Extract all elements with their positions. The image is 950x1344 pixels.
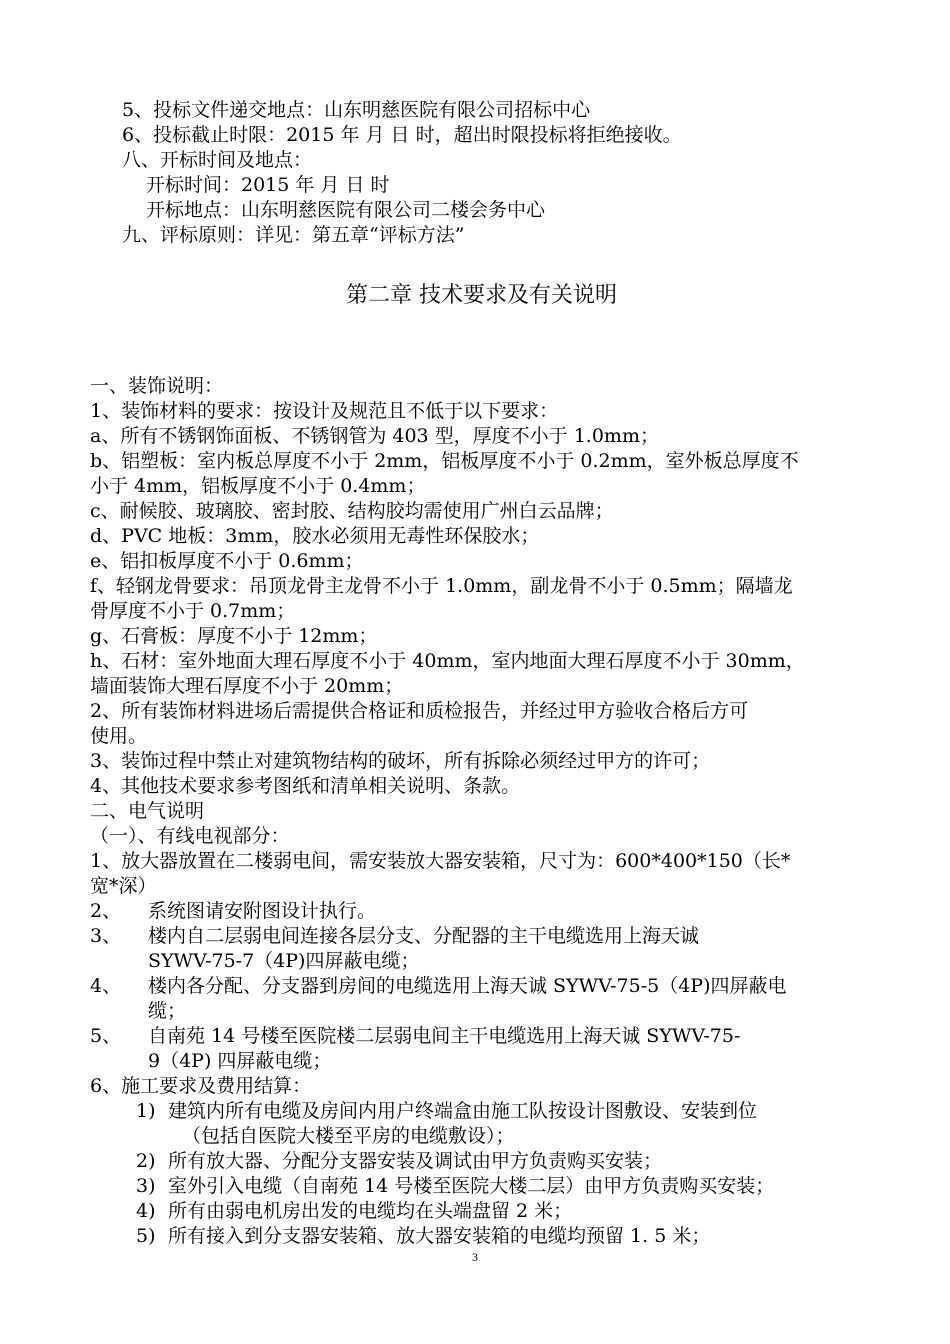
sub-number: 2) <box>136 1150 156 1172</box>
text-line: 小于 4mm，铝板厚度不小于 0.4mm； <box>90 475 426 497</box>
sub-number: 3) <box>136 1175 156 1197</box>
text-line: 5、投标文件递交地点：山东明慈医院有限公司招标中心 <box>122 99 591 121</box>
page-number: 3 <box>472 1250 478 1264</box>
text-line: e、铝扣板厚度不小于 0.6mm； <box>90 550 364 572</box>
list-item-text: SYWV-75-7（4P)四屏蔽电缆； <box>148 950 420 972</box>
sub-number: 5) <box>136 1225 156 1247</box>
text-line: 1、装饰材料的要求：按设计及规范且不低于以下要求： <box>90 400 559 422</box>
sub-item-text: 室外引入电缆（自南苑 14 号楼至医院大楼二层）由甲方负责购买安装； <box>168 1175 775 1197</box>
list-item-text: 缆； <box>148 1000 187 1022</box>
list-number: 4、 <box>90 975 122 997</box>
text-line: b、铝塑板：室内板总厚度不小于 2mm，铝板厚度不小于 0.2mm，室外板总厚度不 <box>90 450 799 472</box>
text-line: 6、投标截止时限：2015 年 月 日 时，超出时限投标将拒绝接收。 <box>122 124 682 146</box>
sub-number: 1) <box>136 1100 156 1122</box>
text-line: g、石膏板：厚度不小于 12mm； <box>90 625 378 647</box>
list-number: 2、 <box>90 900 122 922</box>
text-line: 2、所有装饰材料进场后需提供合格证和质检报告，并经过甲方验收合格后方可 <box>90 700 749 722</box>
sub-item-text: 所有由弱电机房出发的电缆均在头端盘留 2 米； <box>168 1200 573 1222</box>
list-number: 5、 <box>90 1025 122 1047</box>
text-line: 宽*深） <box>90 875 157 897</box>
sub-item-text: 建筑内所有电缆及房间内用户终端盒由施工队按设计图敷设、安装到位 <box>168 1100 758 1122</box>
list-item-text: 系统图请安附图设计执行。 <box>148 900 377 922</box>
text-line: 使用。 <box>90 725 148 747</box>
text-line: 1、放大器放置在二楼弱电间，需安装放大器安装箱，尺寸为：600*400*150（长* <box>90 850 791 872</box>
text-line: a、所有不锈钢饰面板、不锈钢管为 403 型，厚度不小于 1.0mm； <box>90 425 659 447</box>
sub-item-text: （包括自医院大楼至平房的电缆敷设）； <box>182 1125 515 1147</box>
list-item-text: 楼内自二层弱电间连接各层分支、分配器的主干电缆选用上海天诚 <box>148 925 700 947</box>
text-line: h、石材：室外地面大理石厚度不小于 40mm，室内地面大理石厚度不小于 30mm， <box>90 650 805 672</box>
sub-number: 4) <box>136 1200 156 1222</box>
text-line: 6、施工要求及费用结算： <box>90 1075 312 1097</box>
list-item-text: 自南苑 14 号楼至医院楼二层弱电间主干电缆选用上海天诚 SYWV-75- <box>148 1025 741 1047</box>
text-line: f、轻钢龙骨要求：吊顶龙骨主龙骨不小于 1.0mm，副龙骨不小于 0.5mm；隔墙龙 <box>90 575 793 597</box>
text-line: 九、评标原则：详见：第五章“评标方法” <box>122 224 465 246</box>
text-line: 骨厚度不小于 0.7mm； <box>90 600 296 622</box>
text-line: 3、装饰过程中禁止对建筑物结构的破坏，所有拆除必须经过甲方的许可； <box>90 750 711 772</box>
section-heading: 二、电气说明 <box>90 800 205 822</box>
list-number: 3、 <box>90 925 122 947</box>
sub-item-text: 所有接入到分支器安装箱、放大器安装箱的电缆均预留 1. 5 米； <box>168 1225 711 1247</box>
text-line: 八、开标时间及地点： <box>122 149 313 171</box>
text-line: 墙面装饰大理石厚度不小于 20mm； <box>90 675 404 697</box>
list-item-text: 楼内各分配、分支器到房间的电缆选用上海天诚 SYWV-75-5（4P)四屏蔽电 <box>148 975 787 997</box>
sub-item-text: 所有放大器、分配分支器安装及调试由甲方负责购买安装； <box>168 1150 663 1172</box>
list-item-text: 9（4P) 四屏蔽电缆； <box>148 1050 332 1072</box>
text-line: 开标时间：2015 年 月 日 时 <box>146 174 390 196</box>
section-heading: 一、装饰说明： <box>90 375 224 397</box>
subsection-heading: （一）、有线电视部分： <box>90 825 290 847</box>
text-line: c、耐候胶、玻璃胶、密封胶、结构胶均需使用广州白云品牌； <box>90 500 614 522</box>
text-line: 开标地点：山东明慈医院有限公司二楼会务中心 <box>146 199 546 221</box>
chapter-title: 第二章 技术要求及有关说明 <box>346 283 617 308</box>
text-line: 4、其他技术要求参考图纸和清单相关说明、条款。 <box>90 775 521 797</box>
text-line: d、PVC 地板：3mm，胶水必须用无毒性环保胶水； <box>90 525 540 547</box>
